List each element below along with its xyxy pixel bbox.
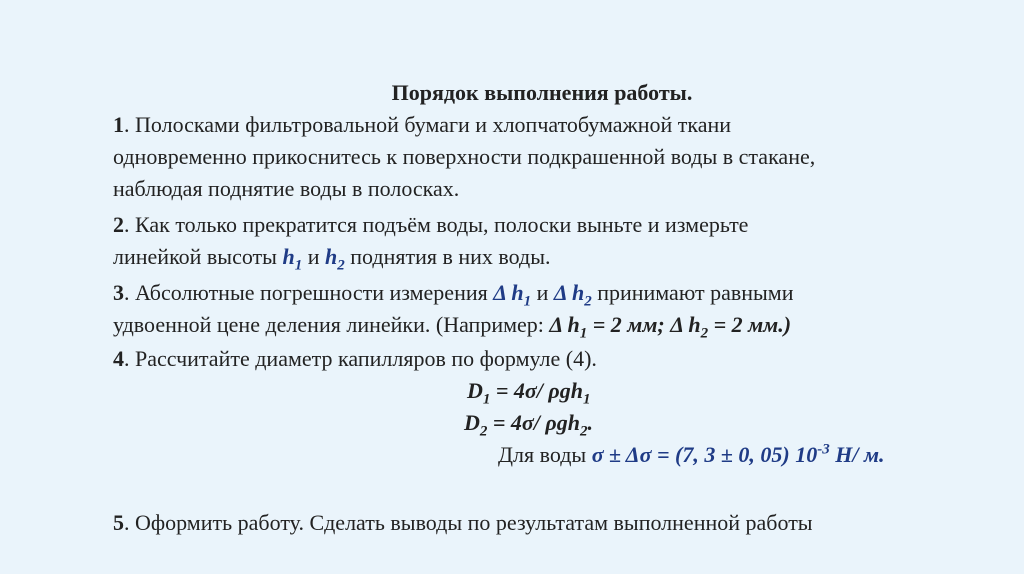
step-1-line-1 [113, 111, 731, 139]
step-1-line-2: одновременно прикоснитесь к поверхности подкрашенной воды в стакане, [113, 144, 816, 169]
step-2-number: 2 [113, 212, 124, 237]
step-3-text-1b: принимают равными [591, 280, 794, 305]
step-3-line-1 [113, 279, 794, 310]
water-sigma-line [498, 441, 885, 469]
step-5-number: 5 [113, 510, 124, 535]
step-2-line-2 [113, 243, 551, 274]
sigma-value: σ ± Δσ = (7, 3 ± 0, 05) $10^{-3}$ Н/ м. [591, 441, 885, 467]
delta-h2-symbol: Δ $h_2$ [553, 280, 592, 310]
step-3-line-2 [113, 311, 792, 342]
formula-d2: $D_2 = 4\sigma/$ ρgh$_2$. [464, 410, 593, 440]
step-1-number: 1 [113, 112, 124, 137]
step-3-text-1a: . Абсолютные погрешности измерения [124, 280, 494, 305]
page-title: Порядок выполнения работы. [391, 80, 693, 105]
step-3-and: и [531, 280, 554, 305]
step-3-text-2a: удвоенной цене деления линейки. (Например: [113, 312, 550, 337]
h1-symbol: $h_1$ [282, 244, 303, 274]
step-1-text-1: . Полосками фильтровальной бумаги и хлопчатобумажной ткани [124, 112, 732, 137]
water-label: Для воды [498, 442, 592, 467]
step-5-text: . Оформить работу. Сделать выводы по результатам выполненной работы [124, 510, 813, 535]
step-2-text-2b: поднятия в них воды. [344, 244, 551, 269]
example-dh1: Δ $h_1 = 2$ мм; Δ $h_2 = 2$ мм.) [549, 312, 792, 342]
step-2-line-1 [113, 211, 748, 239]
h2-symbol: $h_2$ [324, 244, 345, 274]
step-4-text-1: . Рассчитайте диаметр капилляров по формуле (4). [124, 346, 597, 371]
step-2-and: и [302, 244, 325, 269]
step-2-text-2a: линейкой высоты [113, 244, 283, 269]
step-4-number: 4 [113, 346, 124, 371]
formula-d1: $D_1 = 4\sigma/$ ρgh$_1$ [467, 378, 591, 408]
step-4-line-1 [113, 345, 597, 373]
step-3-number: 3 [113, 280, 124, 305]
step-2-text-1: . Как только прекратится подъём воды, полоски выньте и измерьте [124, 212, 749, 237]
step-5-line [113, 509, 813, 537]
delta-h1-symbol: Δ $h_1$ [493, 280, 532, 310]
step-1-line-3: наблюдая поднятие воды в полосках. [113, 176, 460, 201]
